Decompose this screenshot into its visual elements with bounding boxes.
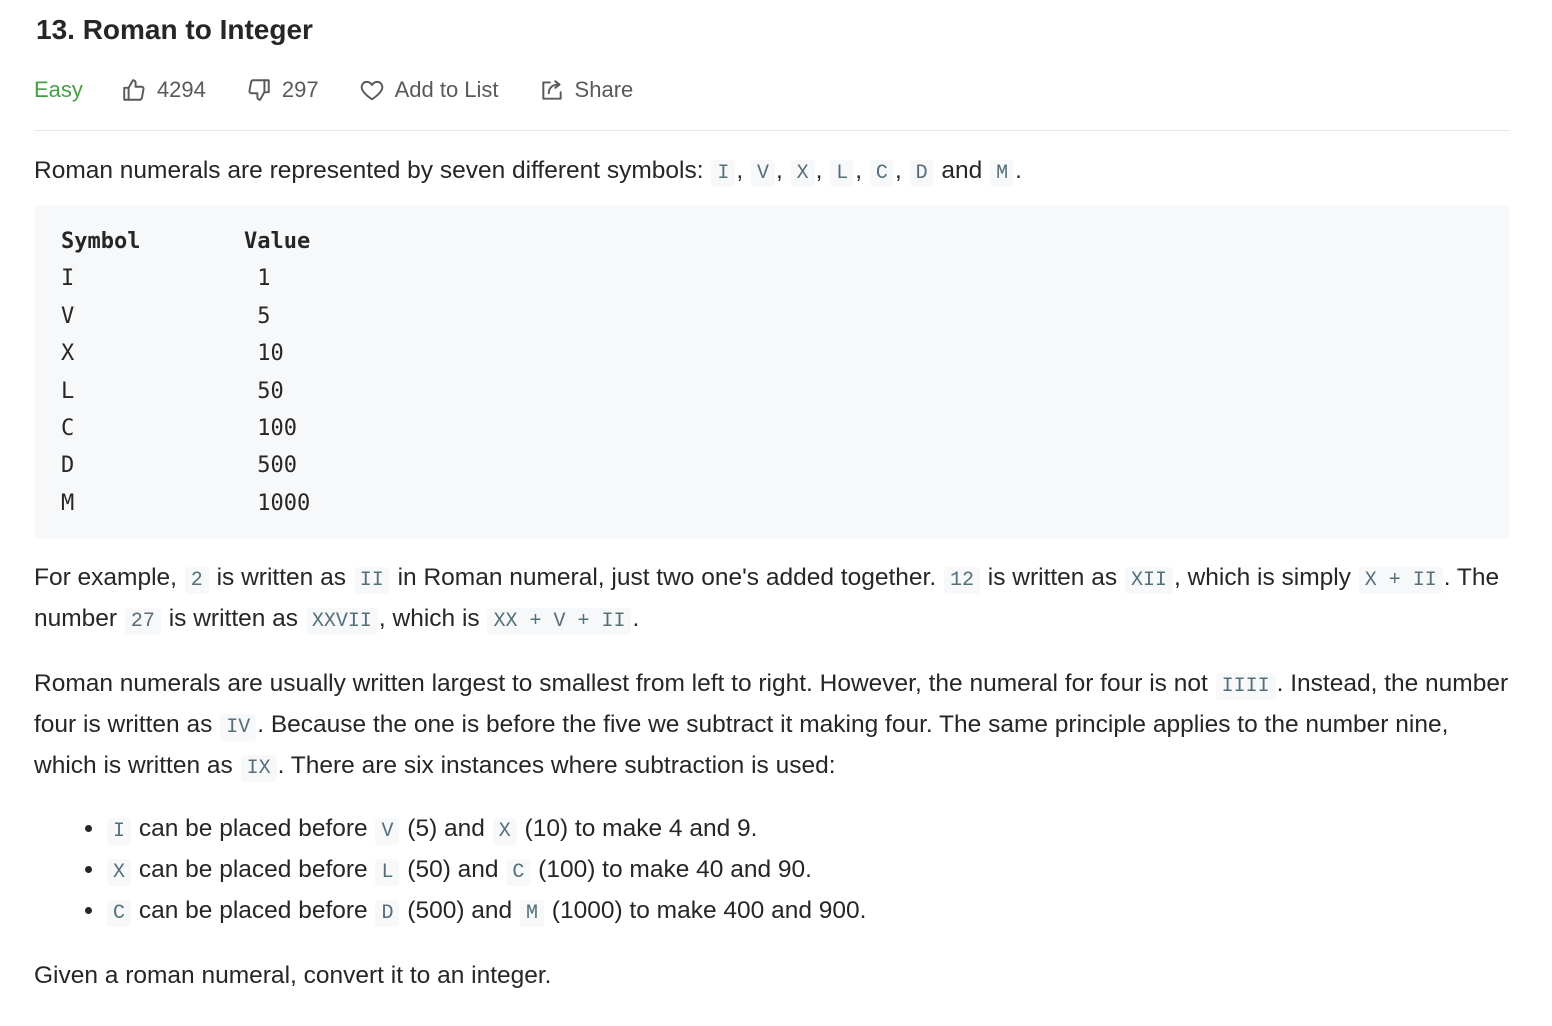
- thumbs-down-icon: [246, 77, 272, 103]
- table-row: [61, 298, 1510, 335]
- inline-code: II: [354, 567, 390, 594]
- example-paragraph: For example, 2 is written as II in Roman numeral, just two one's added together. 12 is written as XII , which is simply X + II . The number 27 is written as XXVII , which is XX + V + II .: [34, 564, 1500, 633]
- table-cell-symbol: M: [61, 490, 75, 516]
- inline-code: V: [375, 818, 399, 845]
- table-cell-value: 10: [257, 341, 284, 367]
- table-cell-symbol: D: [61, 453, 75, 479]
- add-to-list-button[interactable]: [359, 77, 499, 103]
- inline-code: I: [107, 818, 131, 845]
- table-row: [61, 335, 1510, 372]
- inline-code: XXVII: [306, 608, 378, 635]
- subtraction-paragraph: Roman numerals are usually written largest to smallest from left to right. However, the numeral for four is not IIII . Instead, the number four is written as IV . Because the one is before the five we subtract it making four. The same principle applies to the number nine, which is written as IX . There are six instances where subtraction is used:: [34, 670, 1509, 780]
- table-cell-symbol: L: [61, 378, 75, 404]
- list-item: • C can be placed before D (500) and M (1000) to make 400 and 900.: [106, 892, 1510, 933]
- code-symbol: M: [990, 160, 1014, 187]
- like-button[interactable]: [121, 77, 206, 103]
- inline-code: IX: [241, 755, 277, 782]
- code-symbol: L: [830, 160, 854, 187]
- inline-code: L: [375, 859, 399, 886]
- table-cell-value: 50: [257, 378, 284, 404]
- inline-code: X: [107, 859, 131, 886]
- subtraction-rules-list: [34, 810, 1510, 933]
- code-symbol: X: [791, 160, 815, 187]
- inline-code: C: [506, 859, 530, 886]
- list-item: • I can be placed before V (5) and X (10) to make 4 and 9.: [106, 810, 1510, 851]
- table-row: [61, 410, 1510, 447]
- dislike-button[interactable]: [246, 77, 319, 103]
- heart-icon: [359, 77, 385, 103]
- table-header-row: [61, 223, 1510, 260]
- problem-description: [34, 152, 1510, 995]
- inline-code: IV: [220, 714, 256, 741]
- table-row: [61, 485, 1510, 522]
- share-button[interactable]: [539, 77, 634, 103]
- inline-code: X + II: [1359, 567, 1443, 594]
- code-symbol: V: [751, 160, 775, 187]
- inline-code: XII: [1125, 567, 1173, 594]
- given-paragraph: Given a roman numeral, convert it to an integer.: [34, 962, 552, 989]
- inline-code: XX + V + II: [487, 608, 631, 635]
- table-cell-value: 5: [257, 303, 271, 329]
- inline-code: X: [493, 818, 517, 845]
- symbol-value-table: [34, 205, 1510, 539]
- table-row: [61, 373, 1510, 410]
- table-cell-symbol: X: [61, 341, 75, 367]
- inline-code: C: [107, 900, 131, 927]
- list-item: • X can be placed before L (50) and C (100) to make 40 and 90.: [106, 851, 1510, 892]
- problem-title: 13. Roman to Integer: [36, 14, 313, 45]
- table-header-value: Value: [244, 229, 311, 254]
- problem-meta-bar: [34, 70, 633, 110]
- code-symbol: I: [711, 160, 735, 187]
- table-header-symbol: Symbol: [61, 229, 141, 254]
- like-count: 4294: [156, 77, 206, 102]
- table-row: [61, 447, 1510, 484]
- table-cell-symbol: V: [61, 303, 75, 329]
- table-cell-symbol: I: [61, 266, 75, 292]
- thumbs-up-icon: [121, 77, 147, 103]
- table-cell-value: 500: [257, 453, 297, 479]
- share-label: Share: [574, 77, 634, 102]
- add-to-list-label: Add to List: [394, 77, 499, 102]
- table-cell-value: 1000: [257, 490, 311, 516]
- table-row: [61, 260, 1510, 297]
- dislike-count: 297: [281, 77, 319, 102]
- table-cell-symbol: C: [61, 415, 75, 441]
- inline-code: D: [375, 900, 399, 927]
- header-divider: [34, 130, 1510, 131]
- table-cell-value: 1: [257, 266, 271, 292]
- inline-code: M: [520, 900, 544, 927]
- inline-code: IIII: [1216, 673, 1276, 700]
- inline-code: 2: [185, 567, 209, 594]
- table-cell-value: 100: [257, 415, 297, 441]
- intro-paragraph: Roman numerals are represented by seven different symbols: I , V , X , L , C , D and M .: [34, 157, 1022, 185]
- difficulty-badge: Easy: [34, 77, 83, 102]
- code-symbol: C: [870, 160, 894, 187]
- share-icon: [539, 77, 565, 103]
- code-symbol: D: [910, 160, 934, 187]
- inline-code: 27: [125, 608, 161, 635]
- inline-code: 12: [944, 567, 980, 594]
